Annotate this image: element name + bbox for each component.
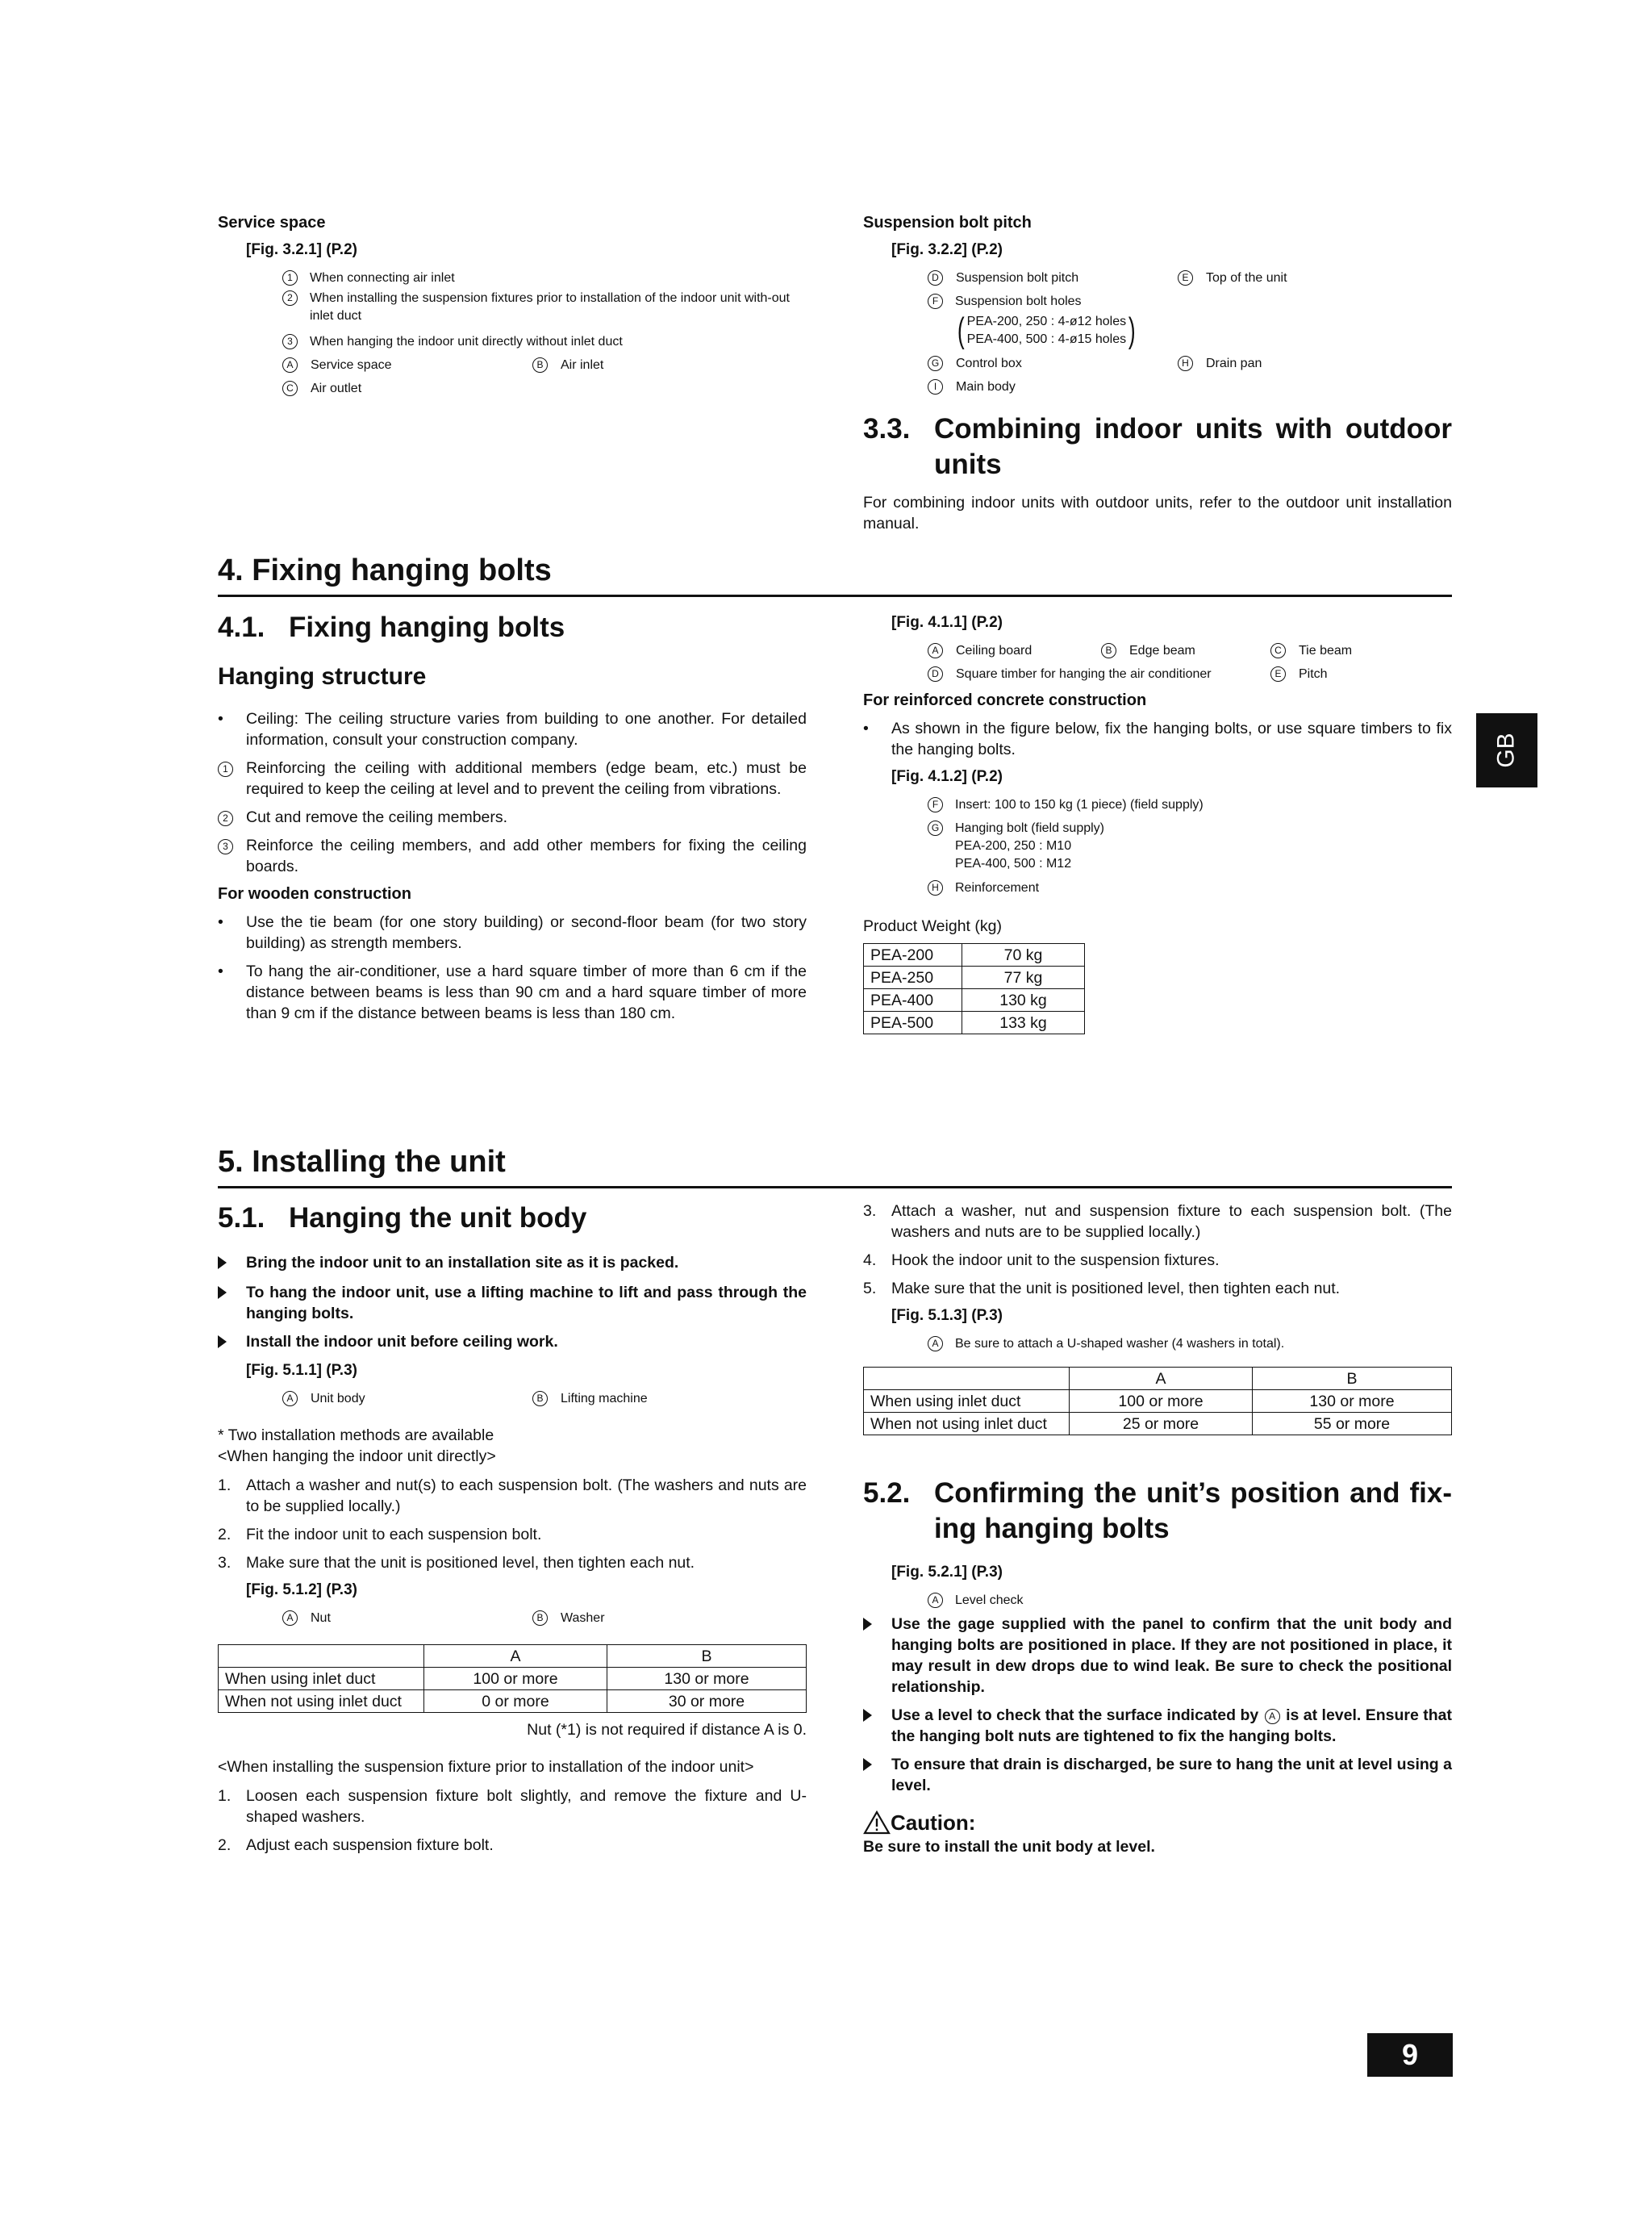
list-item: 3. Make sure that the unit is positioned level, then tighten each nut. [218, 1554, 695, 1572]
table-row: When not using inlet duct 25 or more 55 or more [864, 1413, 1452, 1435]
list-item: 1 Reinforcing the ceiling with additional members (edge beam, etc.) must be required to keep the ceiling at level and to prevent the ceiling from vibrations. [218, 758, 807, 800]
legend-grid [928, 639, 1452, 662]
arrow-bullet-icon [863, 1618, 872, 1631]
legend-item: A Be sure to attach a U-shaped washer (4 washers in total). [928, 1332, 1452, 1355]
legend-item: A Nut [282, 1606, 532, 1630]
table-row: PEA-400 130 kg [864, 989, 1085, 1012]
legend-item: E Pitch [1270, 662, 1424, 686]
legend-item: F Insert: 100 to 150 kg (1 piece) (field supply) [928, 793, 1452, 816]
arrow-bullet-icon [218, 1286, 227, 1299]
arrow-bullet-icon [218, 1256, 227, 1269]
legend-item: B Washer [532, 1606, 799, 1630]
table-row: A B [864, 1368, 1452, 1390]
list-item: Use the gage supplied with the panel to confirm that the unit body and hanging bolts are positioned in place. If they are not positioned in place, it may result in dew drops due to wind leak. Be sure to check the positional relationship. [863, 1614, 1452, 1698]
fig-5-1-3-ref: [Fig. 5.1.3] (P.3) [891, 1307, 1003, 1324]
warning-triangle-icon [863, 1810, 891, 1835]
table-row: PEA-250 77 kg [864, 967, 1085, 989]
section-4-1-right [863, 610, 1452, 1034]
legend-item: A Service space [282, 353, 532, 377]
caution-heading: Caution: [863, 1810, 1452, 1835]
hole-spec-group: ( PEA-200, 250 : 4-ø12 holes PEA-400, 500 : 4-ø15 holes ) [957, 311, 1136, 350]
legend-grid [282, 1387, 807, 1410]
legend-item: I Main body [928, 375, 1178, 399]
legend-grid [928, 266, 1452, 290]
list-item: 2. Fit the indoor unit to each suspension bolt. [218, 1526, 542, 1543]
caution-text: Be sure to install the unit body at level. [863, 1838, 1155, 1856]
section-3-3-body: For combining indoor units with outdoor units, refer to the outdoor unit installation manual. [863, 494, 1452, 532]
section-5-1-title: 5.1. Hanging the unit body [218, 1202, 587, 1234]
arrow-bullet-icon [863, 1709, 872, 1722]
suspension-bolt-pitch-block [863, 213, 1452, 542]
fig-3-2-2-ref: [Fig. 3.2.2] (P.2) [891, 241, 1003, 258]
legend-item: A Ceiling board [928, 639, 1101, 662]
list-item: 2. Adjust each suspension fixture bolt. [218, 1836, 494, 1854]
list-item: 2 Cut and remove the ceiling members. [218, 807, 807, 828]
section-4-1-title: 4.1. Fixing hanging bolts [218, 612, 565, 643]
legend-item: D Suspension bolt pitch [928, 266, 1178, 290]
section-4-1-left [218, 610, 807, 1031]
legend-item: B Lifting machine [532, 1387, 799, 1410]
fig-3-2-1-ref: [Fig. 3.2.1] (P.2) [246, 241, 357, 258]
nut-note: Nut (*1) is not required if distance A is 0. [527, 1721, 807, 1739]
legend-item: B Edge beam [1101, 639, 1270, 662]
legend-item: 2 When installing the suspension fixtures prior to installation of the indoor unit with-out inlet duct [282, 290, 807, 325]
product-weight-table [863, 943, 1085, 1034]
fig-4-1-2-ref: [Fig. 4.1.2] (P.2) [891, 768, 1003, 785]
list-item: 1. Attach a washer and nut(s) to each suspension bolt. (The washers and nuts are to be supplied locally.) [218, 1476, 807, 1515]
table-row: When using inlet duct 100 or more 130 or more [219, 1668, 807, 1690]
fig-5-1-2-ref: [Fig. 5.1.2] (P.3) [246, 1581, 357, 1598]
suspension-bolt-pitch-heading: Suspension bolt pitch [863, 214, 1032, 232]
list-item: To ensure that drain is discharged, be sure to hang the unit at level using a level. [863, 1754, 1452, 1796]
section-5-2-title: 5.2. Confirming the unit’s position and fix-ing hanging bolts [863, 1477, 1452, 1544]
list-item: 4. Hook the indoor unit to the suspension fixtures. [863, 1251, 1220, 1269]
legend-item: C Air outlet [282, 377, 532, 400]
legend-item: F Suspension bolt holes [928, 290, 1452, 313]
legend-item: C Tie beam [1270, 639, 1424, 662]
table-row: When not using inlet duct 0 or more 30 or more [219, 1690, 807, 1713]
list-item: 3. Attach a washer, nut and suspension fixture to each suspension bolt. (The washers and nuts are to be supplied locally.) [863, 1202, 1452, 1241]
wooden-construction-heading: For wooden construction [218, 885, 411, 903]
table-row: PEA-500 133 kg [864, 1012, 1085, 1034]
list-item: • As shown in the figure below, fix the hanging bolts, or use square timbers to fix the hanging bolts. [863, 720, 1452, 758]
table-row: PEA-200 70 kg [864, 944, 1085, 967]
chapter-5-title: 5. Installing the unit [218, 1144, 1452, 1188]
legend-item: H Drain pan [1178, 352, 1444, 375]
list-item: To hang the indoor unit, use a lifting machine to lift and pass through the hanging bolts. [218, 1282, 807, 1324]
legend-item: D Square timber for hanging the air conditioner [928, 662, 1270, 686]
bolt-spec-200-250: PEA-200, 250 : M10 [955, 839, 1072, 853]
legend-item: E Top of the unit [1178, 266, 1444, 290]
section-3-3-title: 3.3. Combining indoor units with outdoor units [863, 413, 1452, 480]
service-space-block [218, 213, 807, 400]
list-item: • Ceiling: The ceiling structure varies from building to one another. For detailed information, consult your construction company. [218, 710, 807, 749]
fig-4-1-1-ref: [Fig. 4.1.1] (P.2) [891, 614, 1003, 631]
legend-item: 3 When hanging the indoor unit directly without inlet duct [282, 330, 807, 353]
legend-item: G Control box [928, 352, 1178, 375]
bolt-spec-400-500: PEA-400, 500 : M12 [955, 857, 1072, 871]
legend-grid [282, 1606, 807, 1630]
fig-5-2-1-ref: [Fig. 5.2.1] (P.3) [891, 1564, 1003, 1581]
legend-grid [928, 352, 1452, 399]
table-row: A B [219, 1645, 807, 1668]
distance-table-direct [218, 1644, 807, 1713]
list-item: 1. Loosen each suspension fixture bolt slightly, and remove the fixture and U-shaped washers. [218, 1787, 807, 1826]
fig-5-1-1-ref: [Fig. 5.1.1] (P.3) [246, 1362, 357, 1379]
distance-table-fixture [863, 1367, 1452, 1435]
section-5-1-right [863, 1201, 1452, 1865]
legend-item: G Hanging bolt (field supply) PEA-200, 250 : M10 PEA-400, 500 : M12 [928, 820, 1452, 873]
section-5-1-left [218, 1201, 807, 1863]
list-item: Bring the indoor unit to an installation site as it is packed. [218, 1252, 807, 1275]
legend-item: A Unit body [282, 1387, 532, 1410]
list-item: Use a level to check that the surface indicated by A is at level. Ensure that the hanging bolt nuts are tightened to fix the hanging bolts. [863, 1705, 1452, 1747]
table-row: When using inlet duct 100 or more 130 or more [864, 1390, 1452, 1413]
list-item: 3 Reinforce the ceiling members, and add other members for fixing the ceiling boards. [218, 835, 807, 877]
fixture-method-heading: <When installing the suspension fixture prior to installation of the indoor unit> [218, 1758, 754, 1776]
language-tab-gb: GB [1476, 713, 1537, 787]
hanging-structure-heading: Hanging structure [218, 663, 427, 690]
two-methods-note: * Two installation methods are available [218, 1426, 494, 1444]
arrow-bullet-icon [218, 1335, 227, 1348]
product-weight-label: Product Weight (kg) [863, 917, 1002, 935]
legend-item: A Level check [928, 1589, 1452, 1612]
list-item: • Use the tie beam (for one story building) or second-floor beam (for two story building) as strength members. [218, 913, 807, 952]
legend-item: H Reinforcement [928, 876, 1452, 900]
reinforced-concrete-heading: For reinforced concrete construction [863, 691, 1147, 709]
legend-item: 1 When connecting air inlet [282, 266, 807, 290]
page-number: 9 [1367, 2033, 1453, 2077]
list-item: Install the indoor unit before ceiling work. [218, 1331, 807, 1354]
hole-spec-400-500: PEA-400, 500 : 4-ø15 holes [966, 332, 1127, 346]
legend-grid [282, 353, 807, 400]
list-item: 5. Make sure that the unit is positioned level, then tighten each nut. [863, 1280, 1341, 1297]
chapter-4-title: 4. Fixing hanging bolts [218, 553, 1452, 597]
legend-grid [928, 662, 1452, 686]
hole-spec-200-250: PEA-200, 250 : 4-ø12 holes [966, 315, 1127, 328]
list-item: • To hang the air-conditioner, use a hard square timber of more than 6 cm if the distance between beams is less than 90 cm and a hard square timber of more than 9 cm if the distance between beams is less than 180 cm. [218, 963, 807, 1022]
arrow-bullet-icon [863, 1758, 872, 1771]
legend-item: B Air inlet [532, 353, 799, 377]
direct-method-heading: <When hanging the indoor unit directly> [218, 1447, 496, 1465]
service-space-heading: Service space [218, 214, 326, 232]
